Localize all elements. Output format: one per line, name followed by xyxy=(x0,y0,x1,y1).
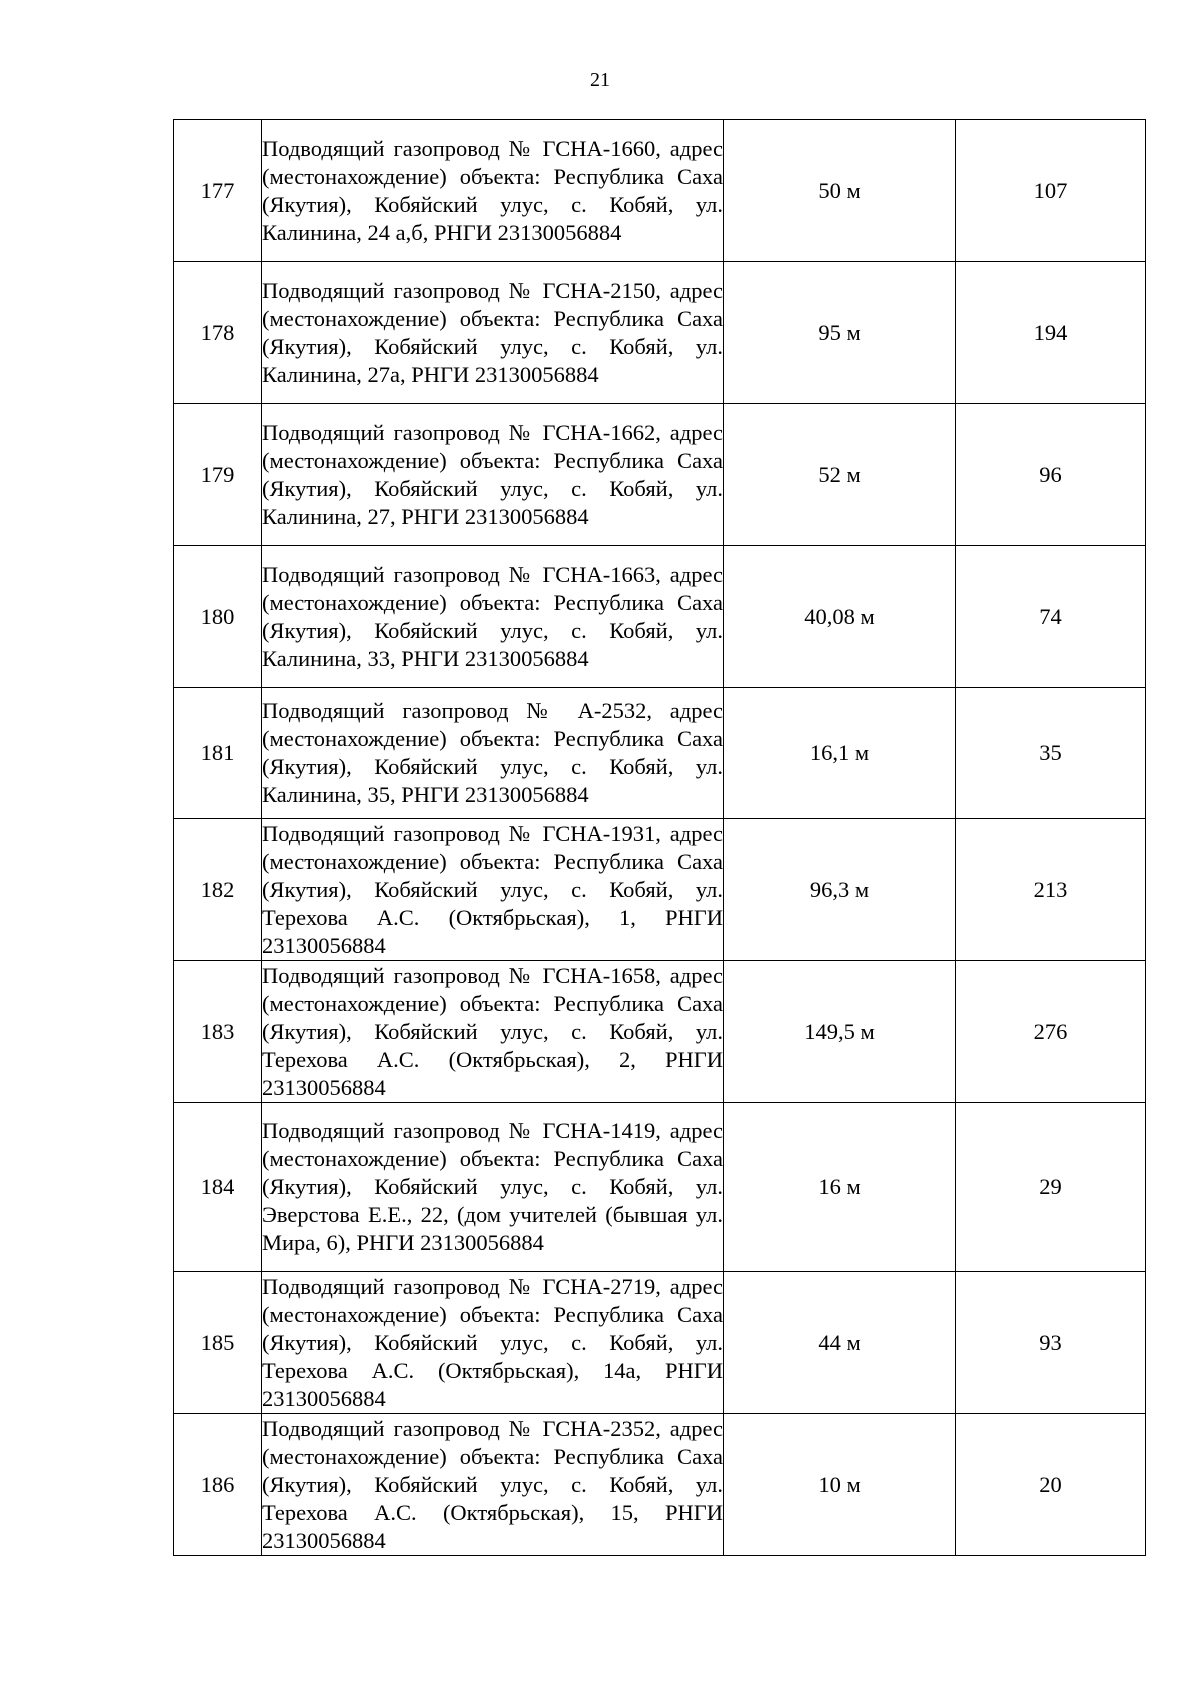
row-number: 177 xyxy=(174,120,262,262)
row-length: 16,1 м xyxy=(724,688,956,819)
row-length: 96,3 м xyxy=(724,819,956,961)
row-value: 29 xyxy=(956,1103,1146,1272)
row-length: 44 м xyxy=(724,1272,956,1414)
row-number: 182 xyxy=(174,819,262,961)
row-value: 194 xyxy=(956,262,1146,404)
table-row xyxy=(174,961,1146,1103)
row-length: 95 м xyxy=(724,262,956,404)
row-description xyxy=(262,688,724,819)
row-value: 35 xyxy=(956,688,1146,819)
table-row xyxy=(174,262,1146,404)
row-value: 74 xyxy=(956,546,1146,688)
row-number: 180 xyxy=(174,546,262,688)
row-value: 20 xyxy=(956,1414,1146,1556)
row-description xyxy=(262,546,724,688)
row-value: 107 xyxy=(956,120,1146,262)
table-row xyxy=(174,1272,1146,1414)
row-description-text: Подводящий газопровод № ГСНА-1419, адрес (местонахождение) объекта: Республика Саха (Якутия), Кобяйский улус, с. Кобяй, ул. Эверстова Е.Е., 22, (дом учителей (бывшая ул. Мира, 6), РНГИ 23130056884 xyxy=(262,1118,723,1255)
row-number: 184 xyxy=(174,1103,262,1272)
row-length: 10 м xyxy=(724,1414,956,1556)
row-description-text: Подводящий газопровод № ГСНА-1662, адрес (местонахождение) объекта: Республика Саха (Якутия), Кобяйский улус, с. Кобяй, ул. Калинина, 27, РНГИ 23130056884 xyxy=(262,419,723,529)
row-description xyxy=(262,262,724,404)
row-description xyxy=(262,120,724,262)
row-length: 50 м xyxy=(724,120,956,262)
row-description-text: Подводящий газопровод № ГСНА-2352, адрес (местонахождение) объекта: Республика Саха (Якутия), Кобяйский улус, с. Кобяй, ул. Терехова А.С. (Октябрьская), 15, РНГИ 23130056884 xyxy=(262,1415,723,1553)
row-description-text: Подводящий газопровод № ГСНА-1931, адрес (местонахождение) объекта: Республика Саха (Якутия), Кобяйский улус, с. Кобяй, ул. Терехова А.С. (Октябрьская), 1, РНГИ 23130056884 xyxy=(262,820,723,958)
table-row xyxy=(174,1103,1146,1272)
row-description-text: Подводящий газопровод № ГСНА-1660, адрес (местонахождение) объекта: Республика Саха (Якутия), Кобяйский улус, с. Кобяй, ул. Калинина, 24 а,б, РНГИ 23130056884 xyxy=(262,135,723,245)
row-length: 52 м xyxy=(724,404,956,546)
row-description-text: Подводящий газопровод № ГСНА-2719, адрес (местонахождение) объекта: Республика Саха (Якутия), Кобяйский улус, с. Кобяй, ул. Терехова А.С. (Октябрьская), 14а, РНГИ 23130056884 xyxy=(262,1273,723,1411)
row-description-text: Подводящий газопровод № ГСНА-2150, адрес (местонахождение) объекта: Республика Саха (Якутия), Кобяйский улус, с. Кобяй, ул. Калинина, 27а, РНГИ 23130056884 xyxy=(262,277,723,387)
row-description xyxy=(262,1414,724,1556)
row-value: 213 xyxy=(956,819,1146,961)
row-description-text: Подводящий газопровод № А-2532, адрес (местонахождение) объекта: Республика Саха (Якутия), Кобяйский улус, с. Кобяй, ул. Калинина, 35, РНГИ 23130056884 xyxy=(262,698,723,807)
row-description xyxy=(262,1272,724,1414)
row-number: 183 xyxy=(174,961,262,1103)
row-description xyxy=(262,961,724,1103)
row-length: 149,5 м xyxy=(724,961,956,1103)
row-description-text: Подводящий газопровод № ГСНА-1658, адрес (местонахождение) объекта: Республика Саха (Якутия), Кобяйский улус, с. Кобяй, ул. Терехова А.С. (Октябрьская), 2, РНГИ 23130056884 xyxy=(262,962,723,1100)
table-row xyxy=(174,688,1146,819)
table-row xyxy=(174,120,1146,262)
page-number: 21 xyxy=(590,69,610,91)
row-value: 276 xyxy=(956,961,1146,1103)
row-length: 16 м xyxy=(724,1103,956,1272)
table-row xyxy=(174,404,1146,546)
row-number: 185 xyxy=(174,1272,262,1414)
row-number: 186 xyxy=(174,1414,262,1556)
table-row xyxy=(174,546,1146,688)
table-row xyxy=(174,819,1146,961)
table-row xyxy=(174,1414,1146,1556)
row-length: 40,08 м xyxy=(724,546,956,688)
row-description xyxy=(262,404,724,546)
row-description xyxy=(262,1103,724,1272)
registry-table xyxy=(173,119,1146,1556)
row-number: 181 xyxy=(174,688,262,819)
row-number: 178 xyxy=(174,262,262,404)
row-value: 96 xyxy=(956,404,1146,546)
row-description xyxy=(262,819,724,961)
row-description-text: Подводящий газопровод № ГСНА-1663, адрес (местонахождение) объекта: Республика Саха (Якутия), Кобяйский улус, с. Кобяй, ул. Калинина, 33, РНГИ 23130056884 xyxy=(262,561,723,671)
row-number: 179 xyxy=(174,404,262,546)
row-value: 93 xyxy=(956,1272,1146,1414)
